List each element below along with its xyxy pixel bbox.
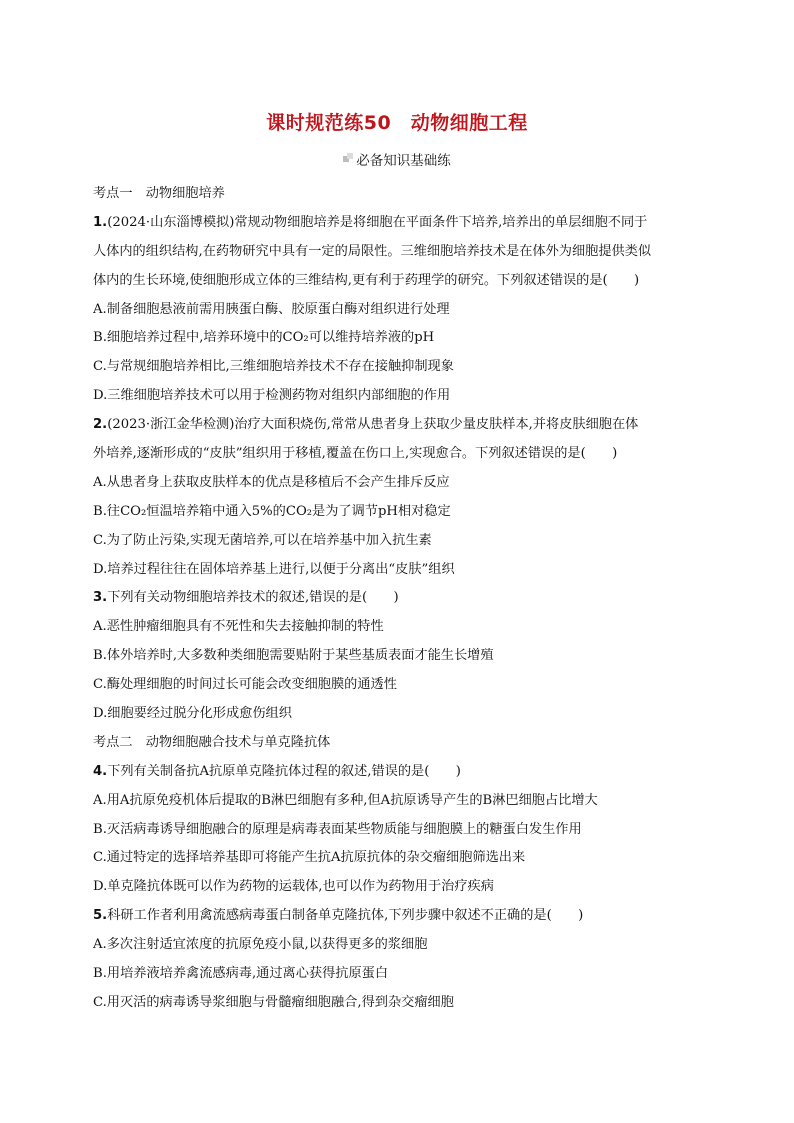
- answer-option: [93, 296, 703, 325]
- answer-option: [93, 960, 703, 989]
- question-stem-continued: [93, 238, 703, 267]
- answer-option: [93, 989, 703, 1018]
- answer-option: [93, 873, 703, 902]
- line-text: B.体外培养时,大多数种类细胞需要贴附于某些基质表面才能生长增殖: [93, 648, 494, 664]
- answer-option: [93, 382, 703, 411]
- line-text: B.用培养液培养禽流感病毒,通过离心获得抗原蛋白: [93, 966, 389, 982]
- topic-heading: [93, 729, 703, 758]
- line-text: 考点二 动物细胞融合技术与单克隆抗体: [93, 734, 331, 750]
- line-text: 体内的生长环境,使细胞形成立体的三维结构,更有利于药理学的研究。下列叙述错误的是( ): [93, 272, 640, 288]
- line-text: D.培养过程往往在固体培养基上进行,以便于分离出“皮肤”组织: [93, 561, 455, 577]
- line-text: A.制备细胞悬液前需用胰蛋白酶、胶原蛋白酶对组织进行处理: [93, 301, 450, 317]
- line-text: 下列有关动物细胞培养技术的叙述,错误的是( ): [107, 590, 399, 606]
- answer-option: [93, 469, 703, 498]
- answer-option: [93, 931, 703, 960]
- line-text: A.多次注射适宜浓度的抗原免疫小鼠,以获得更多的浆细胞: [93, 937, 428, 953]
- line-text: B.灭活病毒诱导细胞融合的原理是病毒表面某些物质能与细胞膜上的糖蛋白发生作用: [93, 821, 582, 837]
- answer-option: [93, 844, 703, 873]
- question-number: 1.: [93, 214, 108, 230]
- question-stem: [93, 902, 703, 931]
- answer-option: [93, 353, 703, 382]
- question-stem-continued: [93, 267, 703, 296]
- line-text: C.酶处理细胞的时间过长可能会改变细胞膜的通透性: [93, 677, 397, 693]
- answer-option: [93, 613, 703, 642]
- line-text: (2023·浙江金华检测)治疗大面积烧伤,常常从患者身上获取少量皮肤样本,并将皮肤细胞在体: [107, 417, 639, 433]
- section-tag: [0, 149, 794, 169]
- line-text: B.往CO₂恒温培养箱中通入5%的CO₂是为了调节pH相对稳定: [93, 503, 451, 519]
- line-text: 外培养,逐渐形成的“皮肤”组织用于移植,覆盖在伤口上,实现愈合。下列叙述错误的是( ): [93, 446, 618, 462]
- answer-option: [93, 642, 703, 671]
- answer-option: [93, 787, 703, 816]
- line-text: 下列有关制备抗A抗原单克隆抗体过程的叙述,错误的是( ): [107, 763, 461, 779]
- line-text: A.用A抗原免疫机体后提取的B淋巴细胞有多种,但A抗原诱导产生的B淋巴细胞占比增大: [93, 792, 598, 808]
- line-text: (2024·山东淄博模拟)常规动物细胞培养是将细胞在平面条件下培养,培养出的单层细胞不同于: [107, 214, 648, 230]
- line-text: 科研工作者利用禽流感病毒蛋白制备单克隆抗体,下列步骤中叙述不正确的是( ): [107, 908, 584, 924]
- question-number: 4.: [93, 763, 108, 779]
- section-marker-icon: [343, 153, 354, 164]
- line-text: D.细胞要经过脱分化形成愈伤组织: [93, 706, 292, 722]
- line-text: B.细胞培养过程中,培养环境中的CO₂可以维持培养液的pH: [93, 330, 435, 346]
- section-tag-label: 必备知识基础练: [356, 153, 451, 169]
- line-text: C.通过特定的选择培养基即可将能产生抗A抗原抗体的杂交瘤细胞筛选出来: [93, 850, 526, 866]
- line-text: C.用灭活的病毒诱导浆细胞与骨髓瘤细胞融合,得到杂交瘤细胞: [93, 994, 454, 1010]
- answer-option: [93, 527, 703, 556]
- line-text: D.单克隆抗体既可以作为药物的运载体,也可以作为药物用于治疗疾病: [93, 879, 494, 895]
- answer-option: [93, 816, 703, 845]
- question-stem-continued: [93, 440, 703, 469]
- question-stem: [93, 209, 703, 238]
- question-number: 3.: [93, 590, 108, 606]
- topic-heading: [93, 180, 703, 209]
- answer-option: [93, 671, 703, 700]
- question-stem: [93, 411, 703, 440]
- page-title: 课时规范练50 动物细胞工程: [266, 112, 528, 134]
- answer-option: [93, 324, 703, 353]
- line-text: D.三维细胞培养技术可以用于检测药物对组织内部细胞的作用: [93, 388, 451, 404]
- question-number: 2.: [93, 417, 108, 433]
- line-text: C.与常规细胞培养相比,三维细胞培养技术不存在接触抑制现象: [93, 359, 454, 375]
- answer-option: [93, 498, 703, 527]
- line-text: C.为了防止污染,实现无菌培养,可以在培养基中加入抗生素: [93, 532, 432, 548]
- answer-option: [93, 556, 703, 585]
- question-number: 5.: [93, 908, 108, 924]
- line-text: A.恶性肿瘤细胞具有不死性和失去接触抑制的特性: [93, 619, 384, 635]
- question-content: [93, 180, 703, 1018]
- answer-option: [93, 700, 703, 729]
- question-stem: [93, 584, 703, 613]
- line-text: 人体内的组织结构,在药物研究中具有一定的局限性。三维细胞培养技术是在体外为细胞提供类似: [93, 243, 652, 259]
- question-stem: [93, 758, 703, 787]
- line-text: 考点一 动物细胞培养: [93, 186, 225, 201]
- line-text: A.从患者身上获取皮肤样本的优点是移植后不会产生排斥反应: [93, 474, 450, 490]
